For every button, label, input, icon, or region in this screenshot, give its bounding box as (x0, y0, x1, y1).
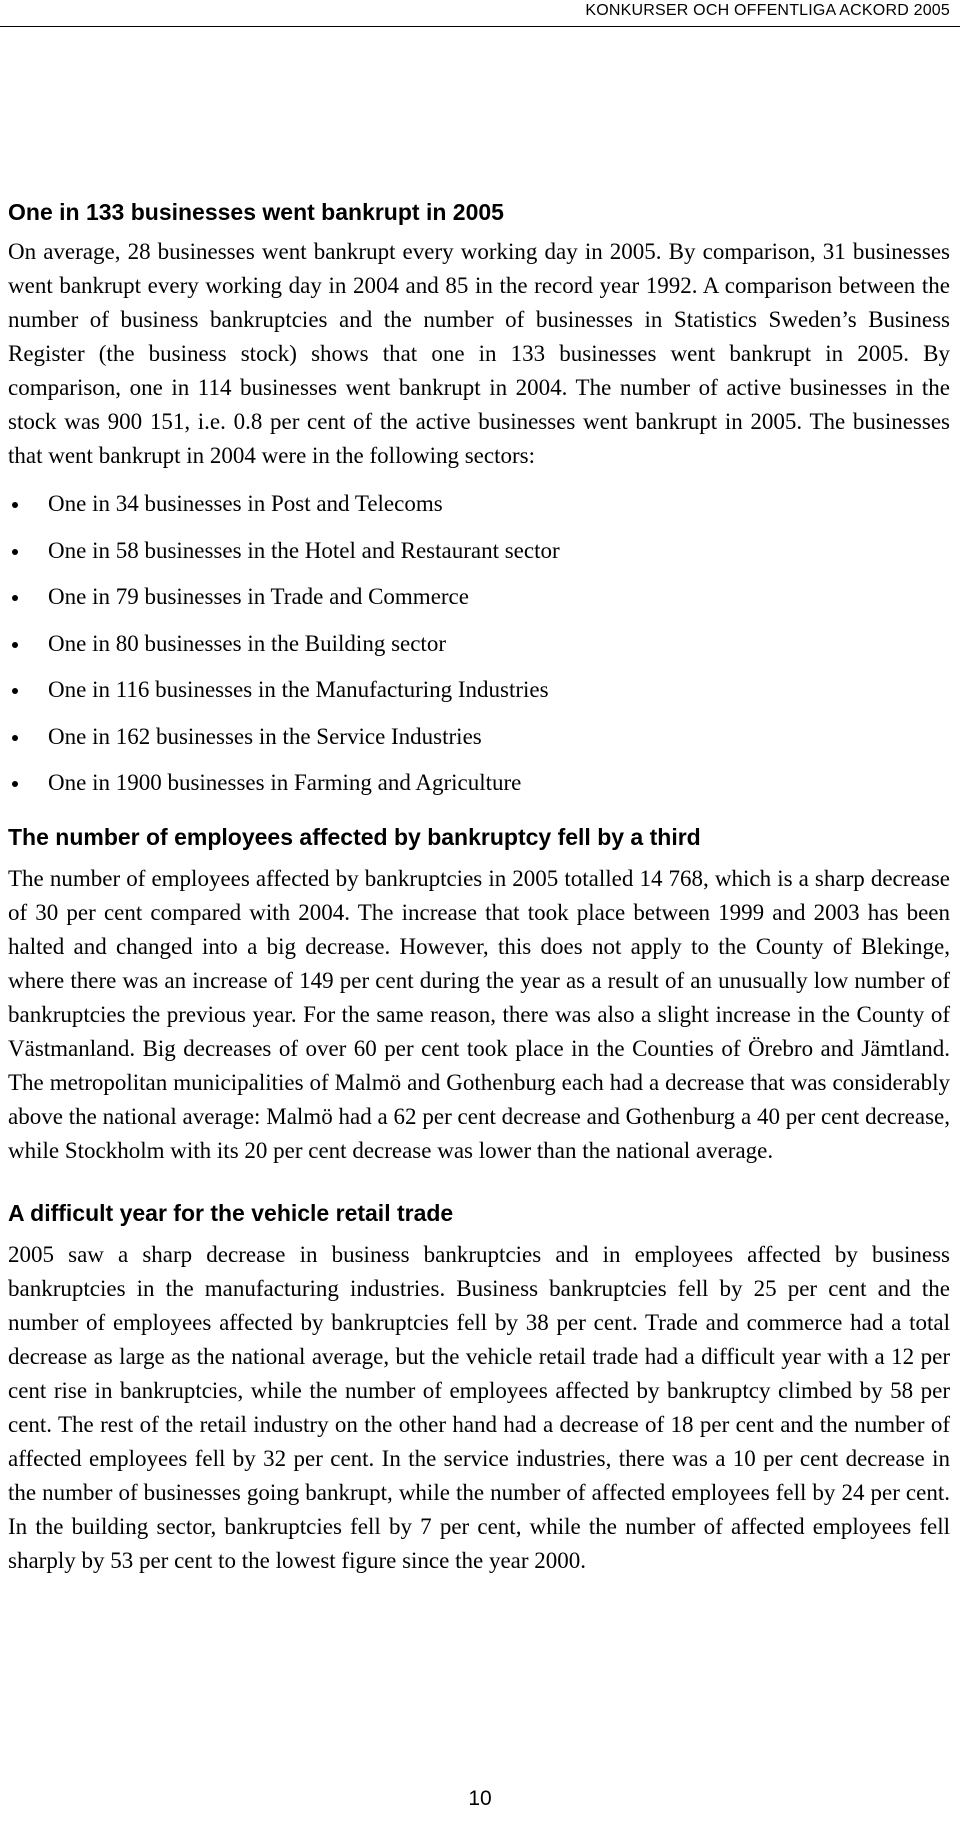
list-item-text: One in 1900 businesses in Farming and Agriculture (48, 770, 522, 795)
bullet-icon (12, 688, 18, 694)
running-header: KONKURSER OCH OFFENTLIGA ACKORD 2005 (585, 2, 950, 19)
list-item (8, 481, 950, 528)
section-heading-vehicle-retail: A difficult year for the vehicle retail trade (8, 1199, 454, 1226)
list-item-text: One in 80 businesses in the Building sector (48, 630, 446, 656)
list-item-text: One in 58 businesses in the Hotel and Restaurant sector (48, 537, 560, 563)
page-content (8, 197, 950, 1578)
list-item (8, 621, 950, 668)
bullet-icon (12, 549, 18, 555)
list-item (8, 528, 950, 575)
bullet-icon (12, 735, 18, 741)
list-item-text: One in 79 businesses in Trade and Commerce (48, 584, 469, 609)
paragraph-vehicle-retail: 2005 saw a sharp decrease in business bankruptcies and in employees affected by business bankruptcies in the manufacturing industries. Business bankruptcies fell by 25 per cent and the number of employees affected by bankruptcies fell by 38 per cent. Trade and commerce had a total decrease as large as the national average, but the vehicle retail trade had a difficult year with a 12 per cent rise in bankruptcies, while the number of employees affected by bankruptcy climbed by 58 per cent. The rest of the retail industry on the other hand had a decrease of 18 per cent and the number of affected employees fell by 32 per cent. In the service industries, there was a 10 per cent decrease in the number of businesses going bankrupt, while the number of affected employees fell by 24 per cent. In the building sector, bankruptcies fell by 7 per cent, while the number of affected employees fell sharply by 53 per cent to the lowest figure since the year 2000. (8, 1241, 950, 1573)
bullet-icon (12, 502, 18, 508)
list-item (8, 574, 950, 621)
paragraph-bankrupt-2005: On average, 28 businesses went bankrupt every working day in 2005. By comparison, 31 businesses went bankrupt every working day in 2004 and 85 in the record year 1992. A comparison between the number of business bankruptcies and the number of businesses in Statistics Sweden’s Business Register (the business stock) shows that one in 133 businesses went bankrupt in 2005. By comparison, one in 114 businesses went bankrupt in 2004. The number of active businesses in the stock was 900 151, i.e. 0.8 per cent of the active businesses went bankrupt in 2005. The businesses that went bankrupt in 2004 were in the following sectors: (8, 239, 950, 468)
bullet-icon (12, 642, 18, 648)
list-item (8, 714, 950, 761)
list-item-text: One in 162 businesses in the Service Industries (48, 723, 482, 749)
bullet-icon (12, 781, 18, 787)
header-rule (0, 26, 960, 27)
section-heading-bankrupt-2005: One in 133 businesses went bankrupt in 2005 (8, 199, 504, 225)
list-item-text: One in 34 businesses in Post and Telecoms (48, 491, 443, 516)
list-item (8, 667, 950, 714)
list-item (8, 760, 950, 807)
paragraph-employees: The number of employees affected by bankruptcies in 2005 totalled 14 768, which is a sharp decrease of 30 per cent compared with 2004. The increase that took place between 1999 and 2003 has been halted and changed into a big decrease. However, this does not apply to the County of Blekinge, where there was an increase of 149 per cent during the year as a result of an unusually low number of bankruptcies the previous year. For the same reason, there was also a slight increase in the County of Västmanland. Big decreases of over 60 per cent took place in the Counties of Örebro and Jämtland. The metropolitan municipalities of Malmö and Gothenburg each had a decrease that was considerably above the national average: Malmö had a 62 per cent decrease and Gothenburg a 40 per cent decrease, while Stockholm with its 20 per cent decrease was lower than the national average. (8, 865, 950, 1163)
sector-list (8, 481, 950, 807)
page-number: 10 (468, 1787, 492, 1810)
section-heading-employees: The number of employees affected by bankruptcy fell by a third (8, 823, 701, 850)
list-item-text: One in 116 businesses in the Manufacturing Industries (48, 677, 549, 702)
bullet-icon (12, 595, 18, 601)
